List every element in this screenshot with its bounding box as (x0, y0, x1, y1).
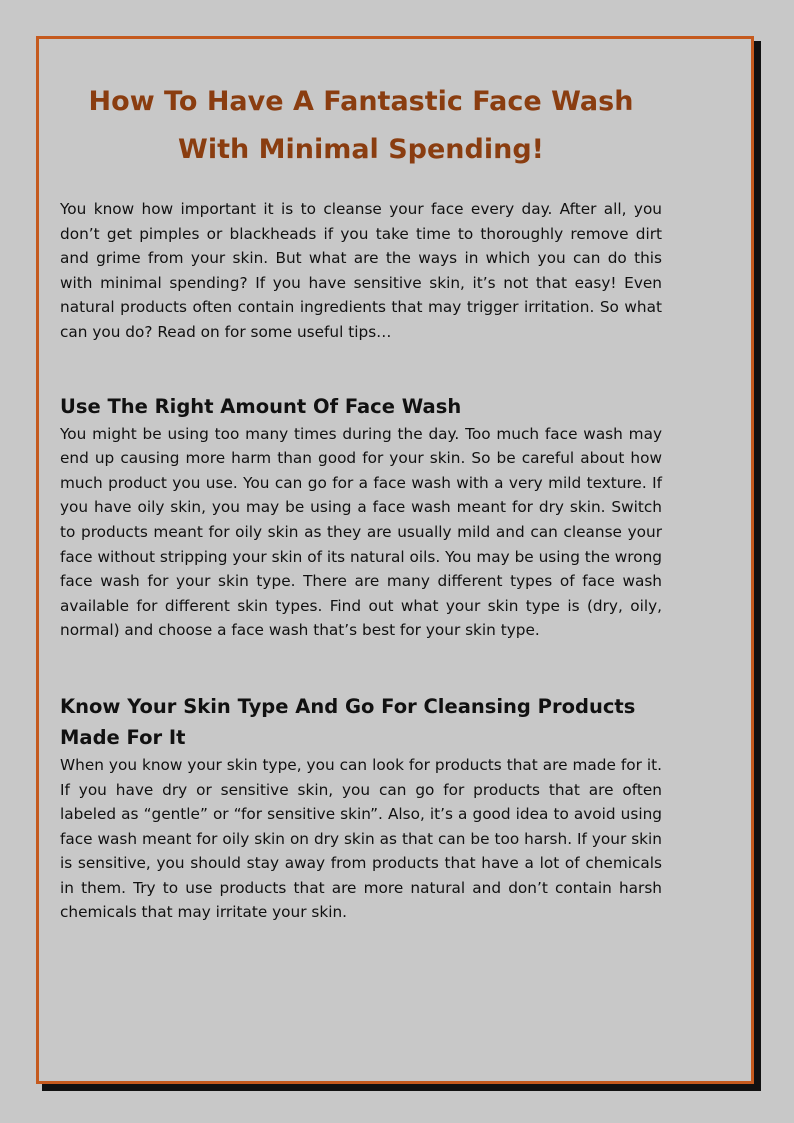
document-title: How To Have A Fantastic Face Wash With Minimal Spending! (88, 86, 634, 165)
section-heading-face-wash-amount: Use The Right Amount Of Face Wash (60, 394, 462, 418)
section-body-face-wash-amount: You might be using too many times during the day. Too much face wash may end up causing more harm than good for your skin. So be careful about how much product you use. You can go for a face wash with a very mild texture. If you have oily skin, you may be using a face wash meant for dry skin. Switch to products meant for oily skin as they are usually mild and can cleanse your face without stripping your skin of its natural oils. You may be using the wrong face wash for your skin type. There are many different types of face wash available for different skin types. Find out what your skin type is (dry, oily, normal) and choose a face wash that’s best for your skin type. (60, 424, 662, 640)
document-content (60, 78, 662, 925)
intro-paragraph: You know how important it is to cleanse your face every day. After all, you don’t get pimples or blackheads if you take time to thoroughly remove dirt and grime from your skin. But what are the ways in which you can do this with minimal spending? If you have sensitive skin, it’s not that easy! Even natural products often contain ingredients that may trigger irritation. So what can you do? Read on for some useful tips… (60, 200, 662, 341)
section-heading-skin-type: Know Your Skin Type And Go For Cleansing Products Made For It (60, 694, 636, 749)
section-body-skin-type: When you know your skin type, you can look for products that are made for it. If you have dry or sensitive skin, you can go for products that are often labeled as “gentle” or “for sensitive skin”. Also, it’s a good idea to avoid using face wash meant for oily skin on dry skin as that can be too harsh. If your skin is sensitive, you should stay away from products that have a lot of chemicals in them. Try to use products that are more natural and don’t contain harsh chemicals that may irritate your skin. (60, 755, 662, 922)
